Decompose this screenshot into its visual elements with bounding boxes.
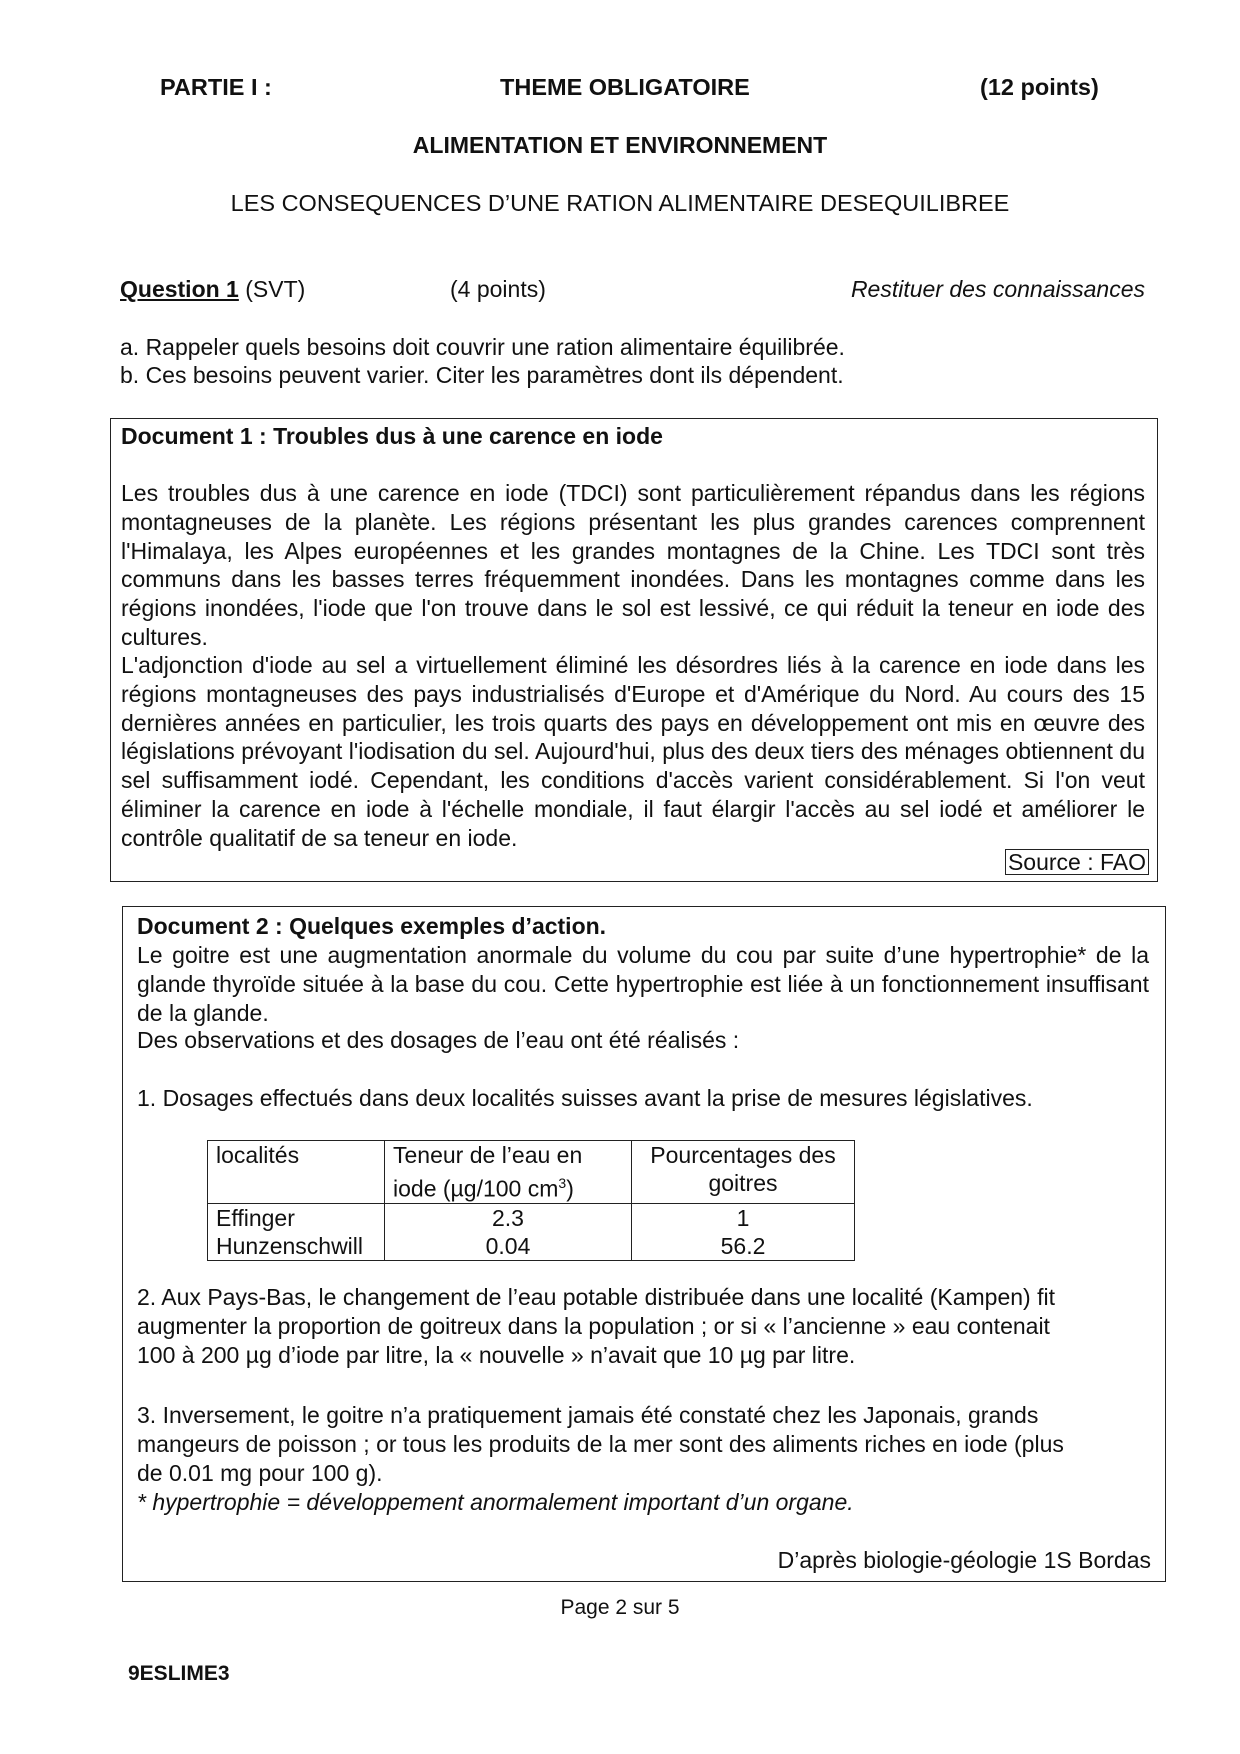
table-header-percent-line2: goitres bbox=[708, 1170, 778, 1196]
table-row bbox=[208, 1203, 855, 1232]
document-code: 9ESLIME3 bbox=[128, 1662, 230, 1685]
document-2-footnote: * hypertrophie = développement anormalement important d’un organe. bbox=[137, 1489, 854, 1515]
table-header-iodine bbox=[385, 1141, 632, 1204]
document-2-item-1: 1. Dosages effectués dans deux localités suisses avant la prise de mesures législatives. bbox=[137, 1085, 1033, 1111]
question-label: Question 1 bbox=[120, 276, 239, 302]
table-cell-locality: Effinger bbox=[208, 1203, 385, 1232]
table-cell-locality: Hunzenschwill bbox=[208, 1232, 385, 1261]
part-points: (12 points) bbox=[980, 74, 1099, 100]
table-header-percent bbox=[632, 1141, 855, 1204]
part-label: PARTIE I : bbox=[160, 74, 272, 100]
document-1-title: Document 1 : Troubles dus à une carence en iode bbox=[121, 423, 663, 449]
subtitle: ALIMENTATION ET ENVIRONNEMENT bbox=[412, 132, 828, 158]
document-2-title: Document 2 : Quelques exemples d’action. bbox=[137, 913, 607, 939]
table-header-row bbox=[208, 1141, 855, 1204]
table-header-iodine-line2: iode (µg/100 cm bbox=[393, 1175, 559, 1202]
table-header-iodine-end: ) bbox=[566, 1175, 574, 1202]
document-1-source: Source : FAO bbox=[1005, 849, 1149, 875]
table-header-percent-line1: Pourcentages des bbox=[650, 1142, 836, 1168]
page-number: Page 2 sur 5 bbox=[560, 1596, 680, 1619]
question-points: (4 points) bbox=[450, 276, 546, 302]
question-item-b: b. Ces besoins peuvent varier. Citer les paramètres dont ils dépendent. bbox=[120, 362, 844, 388]
document-2-intro-2: Des observations et des dosages de l’eau ont été réalisés : bbox=[137, 1027, 740, 1053]
table-cell-percent: 1 bbox=[632, 1203, 855, 1232]
document-2-item-3 bbox=[137, 1401, 1064, 1487]
document-2-item-3-line-1: 3. Inversement, le goitre n’a pratiquement jamais été constaté chez les Japonais, grands bbox=[137, 1402, 1039, 1428]
document-2-item-2-line-3: 100 à 200 µg d’iode par litre, la « nouvelle » n’avait que 10 µg par litre. bbox=[137, 1341, 856, 1368]
document-1-paragraph-2: L'adjonction d'iode au sel a virtuellement éliminé les désordres liés à la carence en iode dans les régions montagneuses des pays industrialisés d'Europe et d'Amérique du Nord. Au cours des 15 dernières années en particulier, les trois quarts des pays en développement ont mis en œuvre des législations prévoyant l'iodisation du sel. Aujourd'hui, plus des deux tiers des ménages obtiennent du sel suffisamment iodé. Cependant, les conditions d'accès varient considérablement. Si l'on veut éliminer la carence en iode à l'échelle mondiale, il faut élargir l'accès au sel iodé et améliorer le contrôle qualitatif de sa teneur en iode. bbox=[121, 652, 1145, 851]
document-2-intro: Le goitre est une augmentation anormale du volume du cou par suite d’une hypertrophie* de la glande thyroïde située à la base du cou. Cette hypertrophie est liée à un fonctionnement insuffisant de la glande. bbox=[137, 942, 1149, 1026]
question-subject: (SVT) bbox=[245, 276, 306, 302]
question-item-a: a. Rappeler quels besoins doit couvrir une ration alimentaire équilibrée. bbox=[120, 334, 845, 360]
document-2-item-2 bbox=[137, 1283, 1055, 1369]
table-cell-iodine: 2.3 bbox=[385, 1203, 632, 1232]
theme-label: THEME OBLIGATOIRE bbox=[500, 74, 750, 100]
document-2-item-2-line-2: augmenter la proportion de goitreux dans la population ; or si « l’ancienne » eau contenait bbox=[137, 1312, 1050, 1339]
iodine-dosage-table bbox=[207, 1140, 855, 1261]
table-header-iodine-line1: Teneur de l’eau en bbox=[393, 1142, 583, 1168]
topic: LES CONSEQUENCES D’UNE RATION ALIMENTAIRE DESEQUILIBREE bbox=[230, 190, 1010, 216]
document-2-credit: D’après biologie-géologie 1S Bordas bbox=[777, 1547, 1151, 1573]
document-1-paragraph-1: Les troubles dus à une carence en iode (TDCI) sont particulièrement répandus dans les régions montagneuses de la planète. Les régions présentant les plus grandes carences comprennent l'Himalaya, les Alpes européennes et les grandes montagnes de la Chine. Les TDCI sont très communs dans les basses terres fréquemment inondées. Dans les montagnes comme dans les régions inondées, l'iode que l'on trouve dans le sol est lessivé, ce qui réduit la teneur en iode des cultures. bbox=[121, 480, 1145, 650]
question-skill: Restituer des connaissances bbox=[850, 276, 1145, 302]
question-heading bbox=[120, 276, 305, 303]
table-header-localities: localités bbox=[208, 1141, 385, 1204]
table-cell-iodine: 0.04 bbox=[385, 1232, 632, 1261]
document-2-item-3-line-2: mangeurs de poisson ; or tous les produits de la mer sont des aliments riches en iode (plus bbox=[137, 1430, 1064, 1457]
document-2-item-3-line-3: de 0.01 mg pour 100 g). bbox=[137, 1459, 383, 1486]
table-row bbox=[208, 1232, 855, 1261]
table-header-iodine-sup: 3 bbox=[558, 1175, 567, 1191]
table-cell-percent: 56.2 bbox=[632, 1232, 855, 1261]
document-1-box bbox=[110, 418, 1158, 882]
document-2-box bbox=[122, 906, 1166, 1582]
document-2-item-2-line-1: 2. Aux Pays-Bas, le changement de l’eau potable distribuée dans une localité (Kampen) fit bbox=[137, 1284, 1056, 1310]
